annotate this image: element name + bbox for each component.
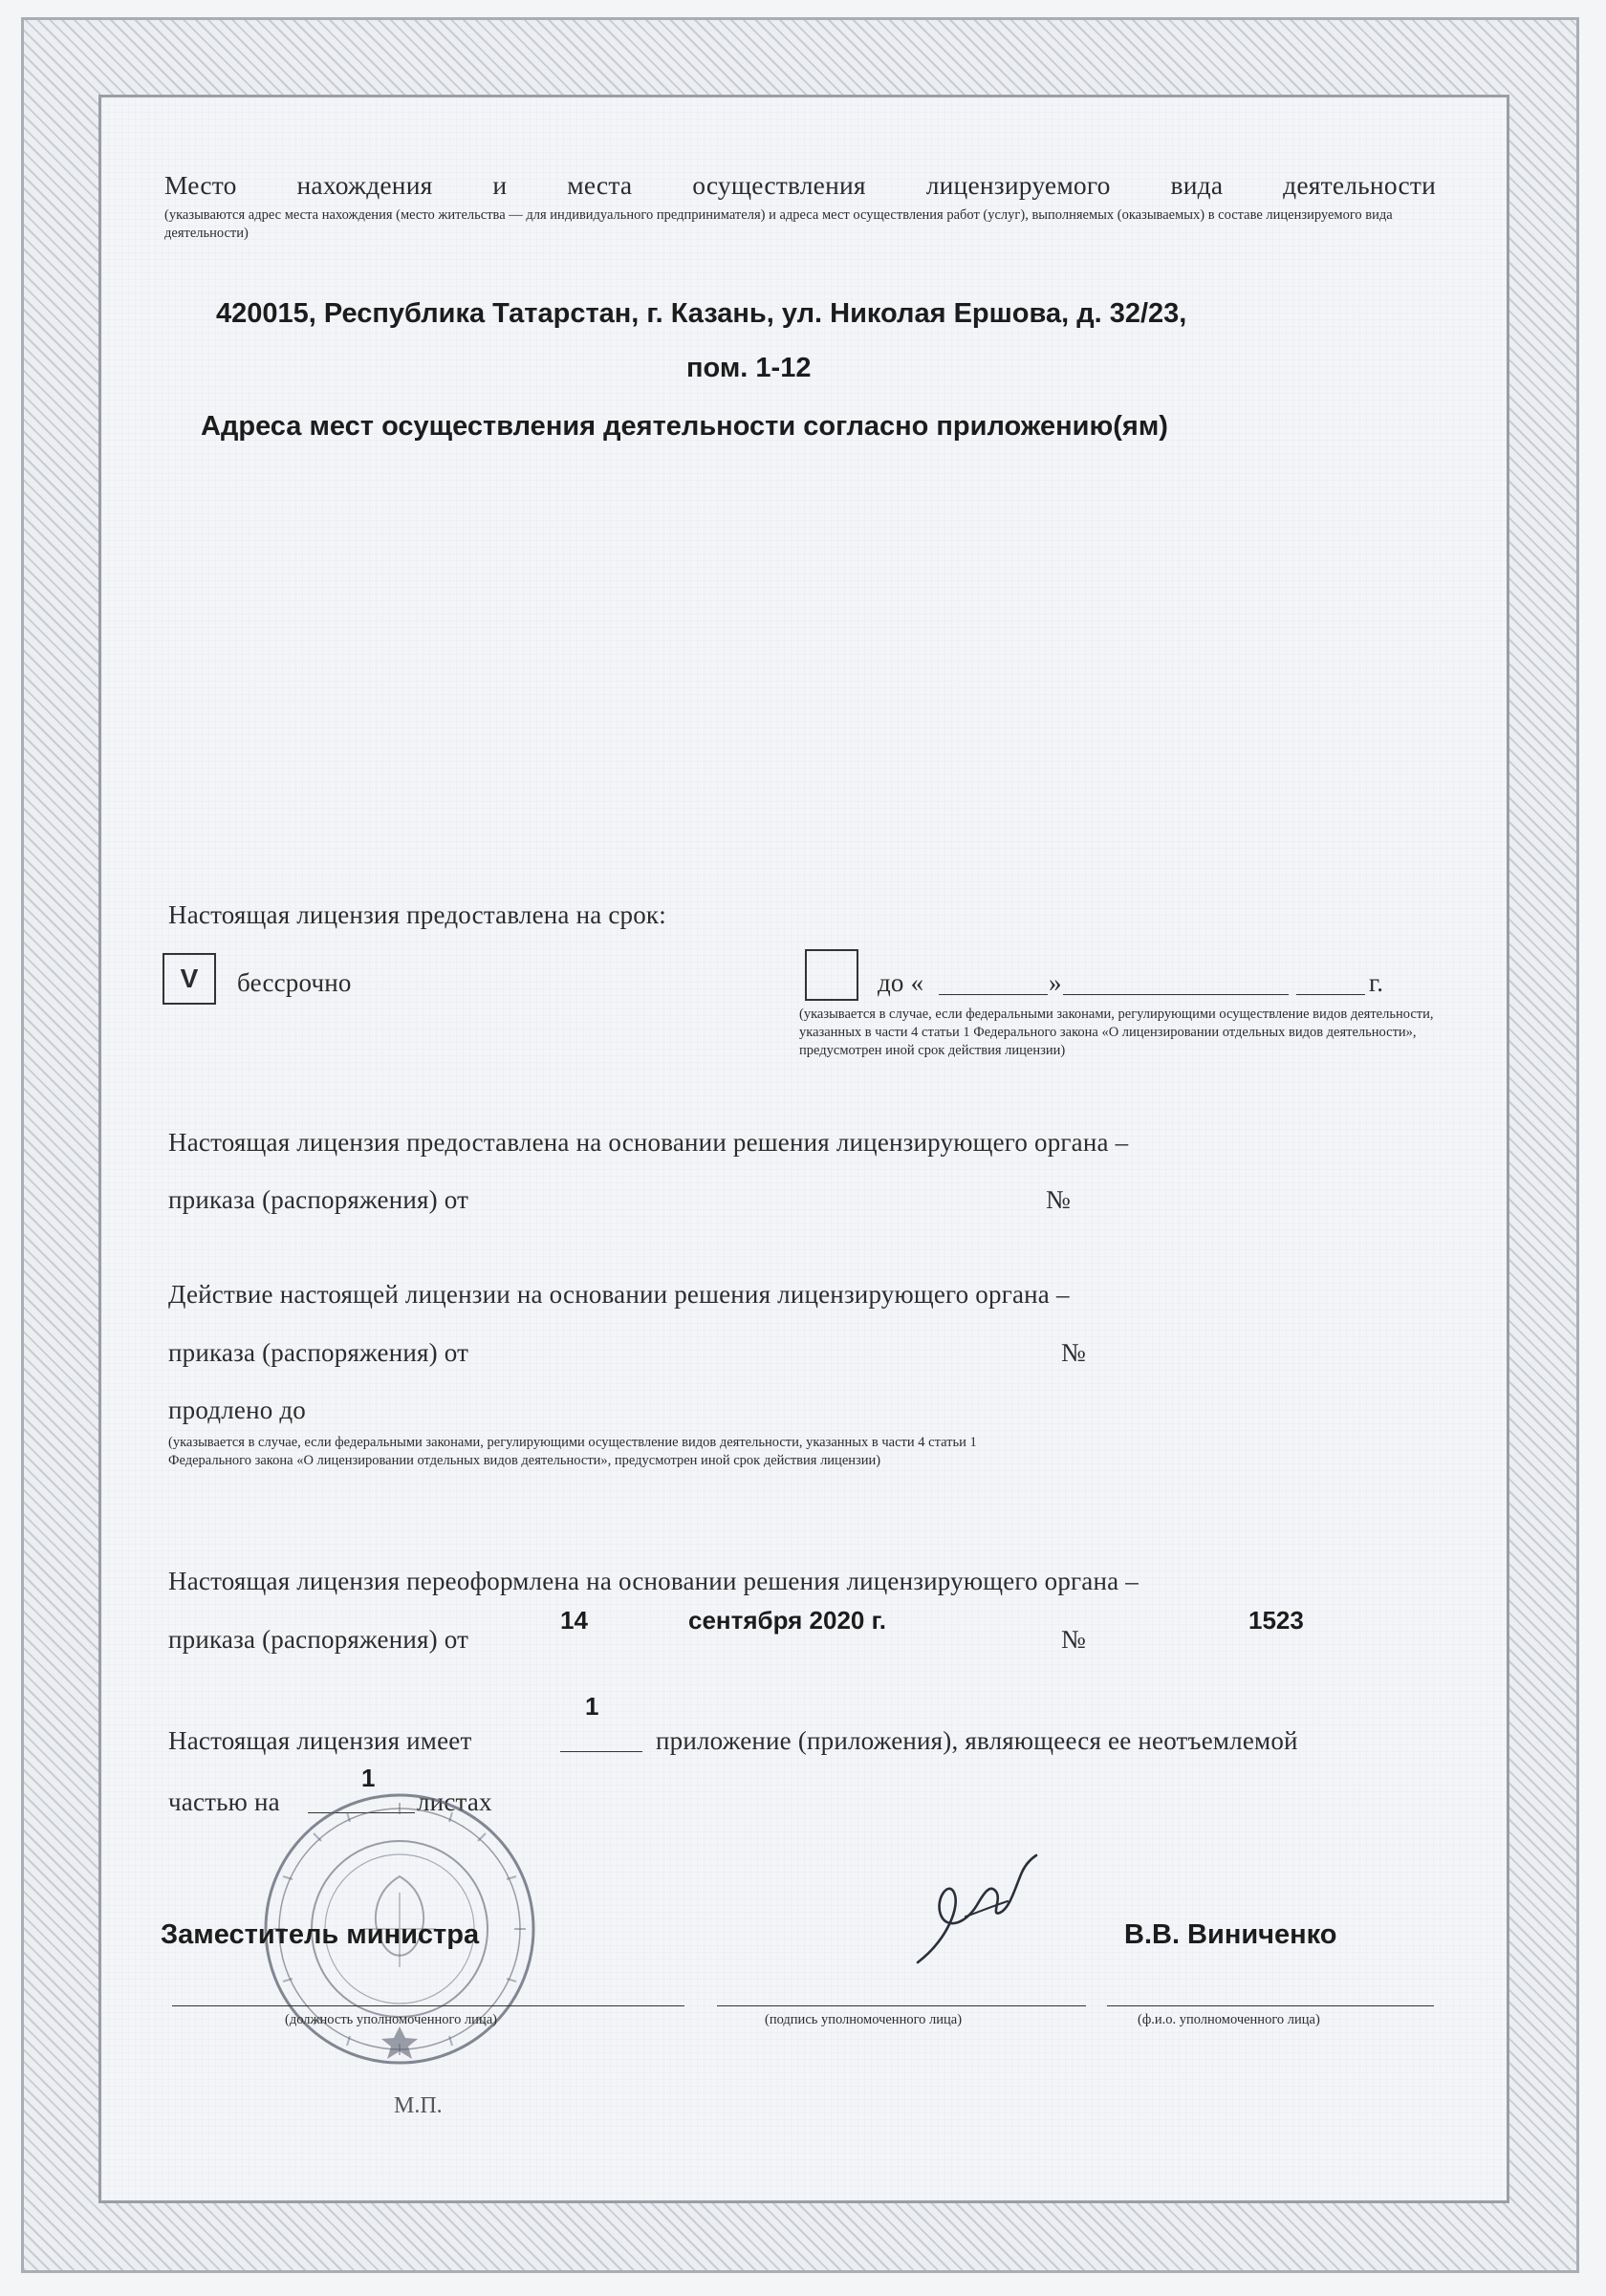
name-line [1107,2005,1434,2006]
activity-addresses-note: Адреса мест осуществления деятельности согласно приложению(ям) [201,411,1168,442]
extension-line-2: приказа (распоряжения) от [168,1338,469,1367]
reissue-day: 14 [560,1606,588,1635]
until-note: (указывается в случае, если федеральными законами, регулирующими осуществление видов деятельности, указанных в части 4 статьи 1 Федерального закона «О лицензировании отдельных видов деятельности», предусмотрен иной срок действия лицензии) [799,1007,1434,1058]
signature-caption: (подпись уполномоченного лица) [765,2012,963,2027]
address-line-2: пом. 1-12 [686,353,812,383]
basis-line-1: Настоящая лицензия предоставлена на основании решения лицензирующего органа – [168,1128,1129,1157]
until-date-checkbox[interactable] [805,949,858,1001]
extended-until-label: продлено до [168,1396,307,1424]
indefinite-label: бессрочно [237,968,352,997]
appendices-line-2-suffix: листах [417,1787,492,1816]
location-heading: Место нахождения и места осуществления лицензируемого вида деятельности [164,170,1436,200]
position-caption: (должность уполномоченного лица) [285,2012,497,2027]
until-suffix: г. [1369,968,1384,997]
position-line [172,2005,684,2006]
extension-note: (указывается в случае, если федеральными законами, регулирующими осуществление видов деятельности, указанных в части 4 статьи 1 Федерального закона «О лицензировании отдельных видов деятельности», предусмотрен иной срок действия лицензии) [168,1435,977,1468]
handwritten-signature-icon [908,1850,1052,1974]
reissue-month-year: сентября 2020 г. [688,1606,887,1635]
basis-line-2: приказа (распоряжения) от [168,1185,469,1214]
term-heading: Настоящая лицензия предоставлена на срок: [168,900,666,929]
until-mid: » [1049,968,1062,997]
appendices-line-1-suffix: приложение (приложения), являющееся ее неотъемлемой [656,1726,1298,1755]
until-day-line [939,994,1048,995]
basis-number-sign: № [1046,1185,1071,1214]
appendix-count: 1 [585,1692,599,1721]
reissue-number: 1523 [1248,1606,1304,1635]
stamp-place-label: М.П. [394,2093,443,2118]
until-year-line [1296,994,1365,995]
indefinite-checkbox[interactable]: V [163,953,216,1005]
until-month-line [1063,994,1289,995]
extension-number-sign: № [1061,1338,1086,1367]
reissue-line-2: приказа (распоряжения) от [168,1625,469,1654]
appendices-line-2-prefix: частью на [168,1787,280,1816]
appendices-line-1-prefix: Настоящая лицензия имеет [168,1726,472,1755]
appendix-count-line [560,1751,642,1752]
signature-line [717,2005,1086,2006]
sheets-count: 1 [361,1764,376,1792]
address-line-1: 420015, Республика Татарстан, г. Казань, ул. Николая Ершова, д. 32/23, [216,298,1187,329]
reissue-line-1: Настоящая лицензия переоформлена на основании решения лицензирующего органа – [168,1567,1139,1595]
name-caption: (ф.и.о. уполномоченного лица) [1138,2012,1320,2027]
signer-name: В.В. Виниченко [1124,1919,1337,1950]
extension-line-1: Действие настоящей лицензии на основании решения лицензирующего органа – [168,1280,1070,1309]
signer-position: Заместитель министра [161,1919,480,1950]
until-prefix: до « [878,968,924,997]
reissue-number-sign: № [1061,1625,1086,1654]
location-note: (указываются адрес места нахождения (место жительства — для индивидуального предпринимателя) и адреса мест осуществления работ (услуг), выполняемых (оказываемых) в составе лицензируемого вида деятельности) [164,207,1393,241]
